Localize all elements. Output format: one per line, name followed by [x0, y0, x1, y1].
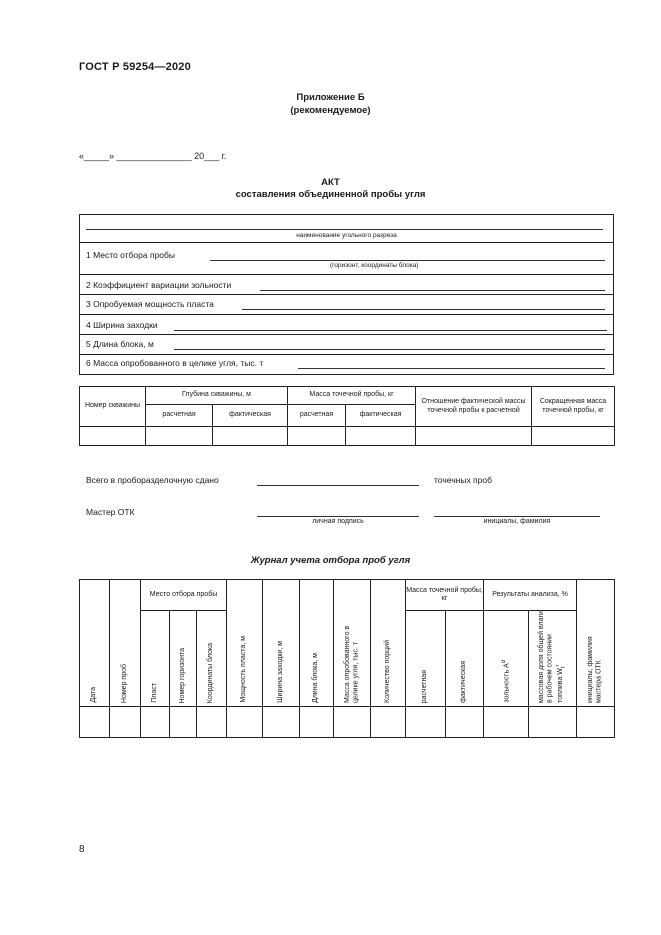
col-depth: Глубина скважины, м	[146, 387, 288, 405]
col-depth-actual: фактическая	[213, 405, 288, 427]
mine-name-line	[86, 229, 603, 230]
page-number: 8	[79, 844, 85, 855]
col-portions: Количество порций	[371, 580, 406, 707]
delivered-label: Всего в проборазделочную сдано	[86, 475, 219, 485]
col-mass-calc: расчетная	[406, 611, 446, 707]
col-pass-width: Ширина заходки, м	[263, 580, 300, 707]
name-caption: инициалы, фамилия	[483, 518, 551, 525]
form-item-3: 3 Опробуемая мощность пласта	[86, 299, 214, 309]
col-mass-calc: расчетная	[288, 405, 346, 427]
delivered-suffix: точечных проб	[434, 475, 492, 485]
col-tested-mass: Масса опробованного в целике угля, тыс. т	[334, 580, 371, 707]
form-item-1: 1 Место отбора пробы	[86, 250, 176, 260]
well-measurement-table	[79, 386, 615, 446]
col-reduced-mass: Сокращенная масса точечной пробы, кг	[532, 387, 615, 427]
col-mass-actual: фактическая	[446, 611, 484, 707]
col-block-length: Длина блока, м	[300, 580, 334, 707]
table-row	[80, 427, 615, 446]
col-master: инициалы, фамилия мастера ОТК	[577, 580, 615, 707]
act-title: АКТ	[321, 177, 340, 188]
item-1-caption: (горизонт, координаты блока)	[330, 262, 419, 269]
appendix-title: Приложение Б	[296, 92, 365, 103]
col-seam-thickness: Мощность пласта, м	[227, 580, 263, 707]
form-item-5: 5 Длина блока, м	[86, 339, 154, 349]
col-date: Дата	[80, 580, 110, 707]
col-seam: Пласт	[141, 611, 170, 707]
group-place: Место отбора пробы	[141, 580, 227, 611]
col-horizon-no: Номер горизонта	[170, 611, 197, 707]
standard-number: ГОСТ Р 59254—2020	[79, 61, 191, 73]
col-mass-actual: фактическая	[346, 405, 416, 427]
signature-caption: личная подпись	[312, 518, 364, 525]
col-sample-no: Номер проб	[110, 580, 141, 707]
date-line: «_____» _______________ 20___ г.	[79, 151, 227, 161]
col-point-mass: Масса точечной пробы, кг	[288, 387, 416, 405]
col-ratio: Отношение фактической массы точечной пробы к расчетной	[416, 387, 532, 427]
act-subtitle: составления объединенной пробы угля	[235, 189, 426, 200]
journal-table	[79, 579, 615, 738]
appendix-subtitle: (рекомендуемое)	[290, 105, 371, 116]
table-row	[80, 707, 615, 738]
col-block-coords: Координаты блока	[197, 611, 227, 707]
col-moisture: массовая доля общей влаги в рабочем состоянии топлива $W_t^r$	[529, 611, 577, 707]
group-results: Результаты анализа, %	[484, 580, 577, 611]
form-item-4: 4 Ширина заходки	[86, 320, 158, 330]
master-label: Мастер ОТК	[86, 507, 135, 517]
mine-name-caption: наименование угольного разреза	[296, 232, 397, 239]
form-item-2: 2 Коэффициент вариации зольности	[86, 280, 232, 290]
act-form	[79, 214, 614, 375]
col-well-number: Номер скважины	[80, 387, 146, 427]
form-item-6: 6 Масса опробованного в целике угля, тыс. т	[86, 358, 264, 368]
col-depth-calc: расчетная	[146, 405, 213, 427]
group-mass: Масса точечной пробы, кг	[406, 580, 484, 611]
journal-title: Журнал учета отбора проб угля	[250, 555, 411, 566]
col-ash: зольность $A^d$	[484, 611, 529, 707]
